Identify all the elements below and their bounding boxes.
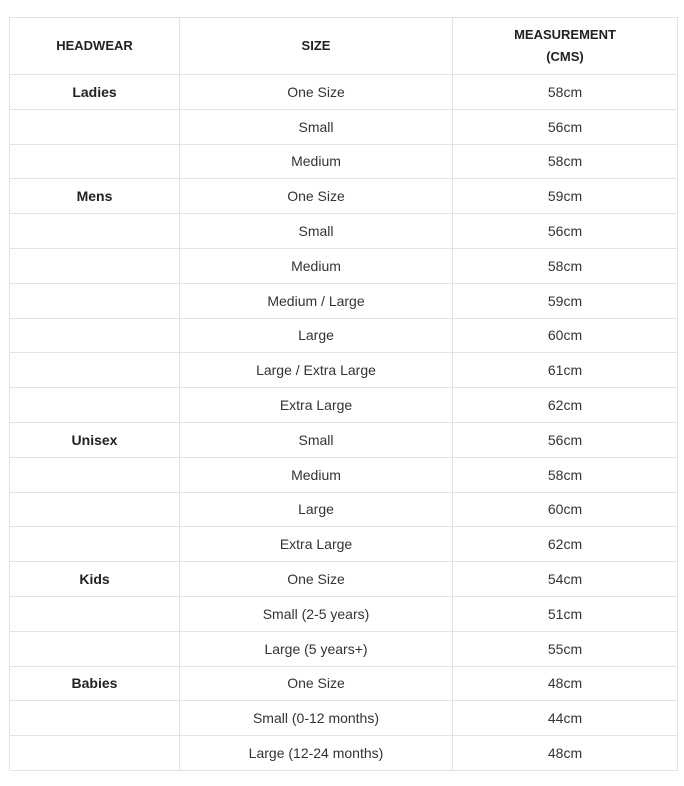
table-row [10, 527, 678, 562]
table-row [10, 492, 678, 527]
size-cell: Small [180, 422, 453, 457]
table-row [10, 109, 678, 144]
size-cell: One Size [180, 562, 453, 597]
size-cell: Small (0-12 months) [180, 701, 453, 736]
measurement-cell: 60cm [453, 318, 678, 353]
headwear-cell [10, 248, 180, 283]
table-row [10, 353, 678, 388]
measurement-cell: 54cm [453, 562, 678, 597]
headwear-cell [10, 283, 180, 318]
table-row [10, 701, 678, 736]
measurement-cell: 58cm [453, 144, 678, 179]
size-cell: Large / Extra Large [180, 353, 453, 388]
measurement-cell: 48cm [453, 736, 678, 771]
table-header-row [10, 18, 678, 75]
measurement-cell: 56cm [453, 422, 678, 457]
size-chart-table [9, 17, 678, 771]
header-measurement-line1: MEASUREMENT [514, 27, 616, 42]
measurement-cell: 48cm [453, 666, 678, 701]
headwear-cell [10, 736, 180, 771]
measurement-cell: 56cm [453, 214, 678, 249]
headwear-cell: Mens [10, 179, 180, 214]
headwear-cell [10, 144, 180, 179]
headwear-cell [10, 527, 180, 562]
headwear-cell [10, 109, 180, 144]
headwear-cell [10, 631, 180, 666]
headwear-cell [10, 457, 180, 492]
size-cell: Small [180, 214, 453, 249]
measurement-cell: 58cm [453, 248, 678, 283]
headwear-cell [10, 596, 180, 631]
measurement-cell: 62cm [453, 527, 678, 562]
table-row [10, 318, 678, 353]
headwear-cell: Kids [10, 562, 180, 597]
measurement-cell: 59cm [453, 179, 678, 214]
table-row [10, 736, 678, 771]
header-headwear: HEADWEAR [10, 18, 180, 75]
measurement-cell: 62cm [453, 388, 678, 423]
table-row [10, 75, 678, 110]
measurement-cell: 55cm [453, 631, 678, 666]
measurement-cell: 51cm [453, 596, 678, 631]
header-measurement-line2: (CMS) [546, 49, 584, 64]
headwear-cell: Unisex [10, 422, 180, 457]
measurement-cell: 60cm [453, 492, 678, 527]
size-cell: Small (2-5 years) [180, 596, 453, 631]
table-row [10, 248, 678, 283]
table-row [10, 179, 678, 214]
measurement-cell: 58cm [453, 457, 678, 492]
size-cell: Medium [180, 248, 453, 283]
size-cell: Large (12-24 months) [180, 736, 453, 771]
measurement-cell: 44cm [453, 701, 678, 736]
headwear-cell [10, 701, 180, 736]
table-row [10, 214, 678, 249]
table-row [10, 631, 678, 666]
size-cell: Medium [180, 457, 453, 492]
table-row [10, 666, 678, 701]
headwear-cell [10, 388, 180, 423]
size-cell: Extra Large [180, 388, 453, 423]
size-cell: One Size [180, 666, 453, 701]
table-row [10, 144, 678, 179]
headwear-cell [10, 492, 180, 527]
headwear-cell: Babies [10, 666, 180, 701]
table-row [10, 388, 678, 423]
size-cell: One Size [180, 179, 453, 214]
size-cell: Large (5 years+) [180, 631, 453, 666]
header-size: SIZE [180, 18, 453, 75]
size-cell: Small [180, 109, 453, 144]
size-cell: Medium [180, 144, 453, 179]
headwear-cell [10, 214, 180, 249]
headwear-cell [10, 318, 180, 353]
table-row [10, 596, 678, 631]
headwear-cell [10, 353, 180, 388]
headwear-cell: Ladies [10, 75, 180, 110]
measurement-cell: 56cm [453, 109, 678, 144]
size-cell: Extra Large [180, 527, 453, 562]
size-cell: One Size [180, 75, 453, 110]
size-cell: Medium / Large [180, 283, 453, 318]
measurement-cell: 59cm [453, 283, 678, 318]
size-cell: Large [180, 318, 453, 353]
measurement-cell: 58cm [453, 75, 678, 110]
table-row [10, 283, 678, 318]
table-row [10, 457, 678, 492]
header-measurement [453, 18, 678, 75]
table-row [10, 422, 678, 457]
measurement-cell: 61cm [453, 353, 678, 388]
table-row [10, 562, 678, 597]
size-cell: Large [180, 492, 453, 527]
table-body [10, 75, 678, 771]
